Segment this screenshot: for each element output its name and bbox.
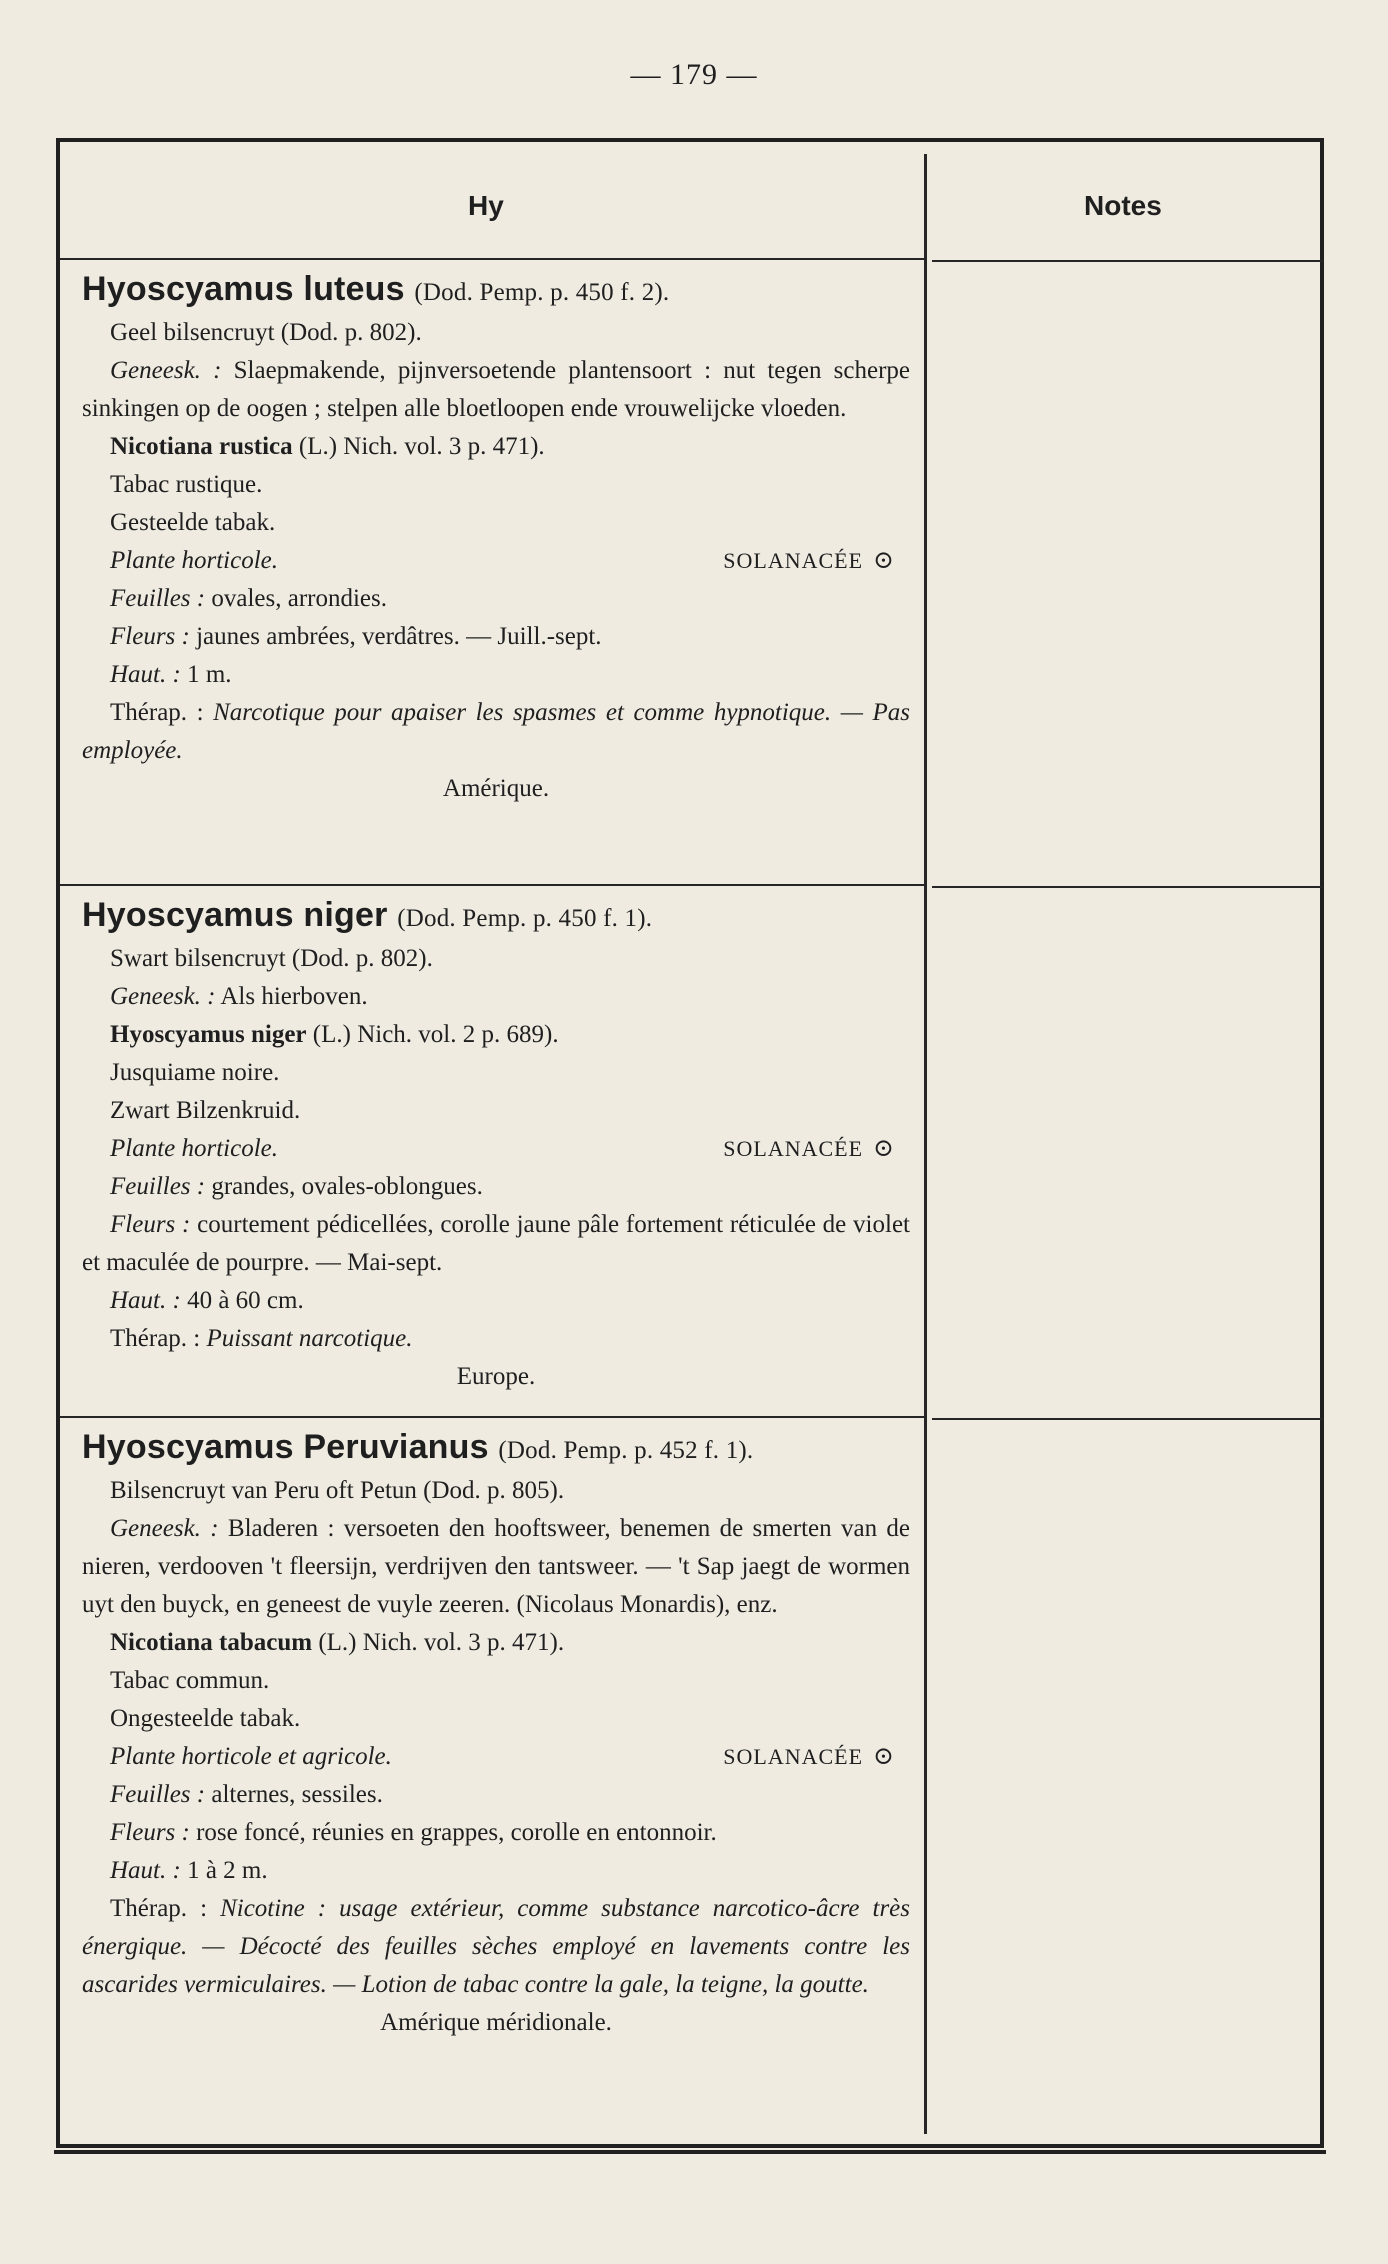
feuilles-label: Feuilles : xyxy=(110,585,206,612)
haut-label: Haut. : xyxy=(110,661,181,688)
entry-plante: Plante horticole. xyxy=(110,547,279,574)
haut-text: 40 à 60 cm. xyxy=(180,1287,304,1314)
column-header-notes: Notes xyxy=(1084,190,1162,221)
fleurs-label: Fleurs : xyxy=(110,1819,190,1846)
entry-plant-family-row xyxy=(82,1130,910,1168)
therap-label: Thérap. : xyxy=(110,699,204,726)
entry-family: SOLANACÉE xyxy=(723,548,864,573)
entry-origin: Europe. xyxy=(456,1363,536,1390)
entry-geneesk xyxy=(82,978,910,1016)
entry-title-reference: (Dod. Pemp. p. 450 f. 2). xyxy=(414,279,670,306)
binomial-name: Nicotiana tabacum xyxy=(110,1629,313,1656)
geneesk-label: Geneesk. : xyxy=(110,983,216,1010)
feuilles-text: grandes, ovales-oblongues. xyxy=(205,1173,483,1200)
haut-label: Haut. : xyxy=(110,1857,181,1884)
entry-plant-family-row xyxy=(82,1738,910,1776)
entry-hyoscyamus-peruvianus xyxy=(82,1426,924,2042)
family-group xyxy=(723,1130,894,1168)
entry-origin: Amérique méridionale. xyxy=(380,2009,612,2036)
entry-vernacular: Swart bilsencruyt (Dod. p. 802). xyxy=(110,945,433,972)
family-group xyxy=(723,542,894,580)
section-divider-right xyxy=(932,1418,1322,1420)
therap-text: Nicotine : usage extérieur, comme substance narcotico-âcre très énergique. — Décocté des feuilles sèches employé en lavements contre les ascarides vermiculaires. — Lotion de tabac contre la gale, la teigne, la goutte. xyxy=(82,1895,911,1998)
therap-label: Thérap. : xyxy=(110,1325,201,1352)
entry-name-nl: Zwart Bilzenkruid. xyxy=(110,1097,301,1124)
entry-plante: Plante horticole et agricole. xyxy=(110,1743,392,1770)
fleurs-text: courtement pédicellées, corolle jaune pâle fortement réticulée de violet et maculée de pourpre. — Mai-sept. xyxy=(82,1211,910,1276)
entry-family: SOLANACÉE xyxy=(723,1744,864,1769)
entry-feuilles xyxy=(82,1168,910,1206)
entry-plante: Plante horticole. xyxy=(110,1135,279,1162)
entry-name-fr: Tabac commun. xyxy=(110,1667,270,1694)
entry-feuilles xyxy=(82,1776,910,1814)
family-group xyxy=(723,1738,894,1776)
geneesk-label: Geneesk. : xyxy=(110,357,222,384)
entry-title-name: Hyoscyamus Peruvianus xyxy=(82,1428,489,1466)
entry-feuilles xyxy=(82,580,910,618)
haut-text: 1 m. xyxy=(180,661,232,688)
page-number: — 179 — xyxy=(630,58,758,91)
therap-label: Thérap. : xyxy=(110,1895,208,1922)
therap-text: Narcotique pour apaiser les spasmes et comme hypnotique. — Pas employée. xyxy=(82,699,911,764)
entry-name-nl: Ongesteelde tabak. xyxy=(110,1705,301,1732)
entry-title-reference: (Dod. Pemp. p. 450 f. 1). xyxy=(397,905,653,932)
entry-hyoscyamus-niger xyxy=(82,894,924,1396)
haut-text: 1 à 2 m. xyxy=(180,1857,268,1884)
annual-symbol-icon: ⊙ xyxy=(873,1135,894,1162)
section-divider-left xyxy=(60,1416,924,1418)
column-header-hy: Hy xyxy=(468,190,504,221)
geneesk-text: Bladeren : versoeten den hooftsweer, benemen de smerten van de nieren, verdooven 't fleersijn, verdrijven den tantsweer. — 't Sap jaegt de wormen uyt den buyck, en geneest de vuyle zeeren. (Nicolaus Monardis), enz. xyxy=(82,1515,911,1618)
annual-symbol-icon: ⊙ xyxy=(873,547,894,574)
feuilles-label: Feuilles : xyxy=(110,1173,206,1200)
entry-fleurs xyxy=(82,618,910,656)
feuilles-label: Feuilles : xyxy=(110,1781,206,1808)
entry-geneesk xyxy=(82,1510,910,1624)
fleurs-text: jaunes ambrées, verdâtres. — Juill.-sept. xyxy=(189,623,602,650)
entry-fleurs xyxy=(82,1814,910,1852)
section-divider-right xyxy=(932,886,1322,888)
entry-therap xyxy=(82,1890,910,2004)
fleurs-label: Fleurs : xyxy=(110,1211,191,1238)
column-divider xyxy=(924,154,927,2134)
entry-binomial xyxy=(82,1016,910,1054)
entry-binomial xyxy=(82,1624,910,1662)
entry-title-name: Hyoscyamus luteus xyxy=(82,270,405,308)
entry-origin: Amérique. xyxy=(442,775,550,802)
entry-therap xyxy=(82,1320,910,1358)
geneesk-text: Als hierboven. xyxy=(215,983,368,1010)
binomial-reference: (L.) Nich. vol. 2 p. 689). xyxy=(306,1021,559,1048)
haut-label: Haut. : xyxy=(110,1287,181,1314)
entry-therap xyxy=(82,694,910,770)
entry-vernacular: Geel bilsencruyt (Dod. p. 802). xyxy=(110,319,422,346)
fleurs-text: rose foncé, réunies en grappes, corolle en entonnoir. xyxy=(189,1819,717,1846)
geneesk-label: Geneesk. : xyxy=(110,1515,219,1542)
geneesk-text: Slaepmakende, pijnversoetende plantensoort : nut tegen scherpe sinkingen op de oogen ; stelpen alle bloetloopen ende vrouwelijcke vloeden. xyxy=(82,357,910,422)
header-divider-right xyxy=(932,260,1322,262)
binomial-reference: (L.) Nich. vol. 3 p. 471). xyxy=(292,433,545,460)
annual-symbol-icon: ⊙ xyxy=(873,1743,894,1770)
entry-haut xyxy=(82,1282,910,1320)
therap-text: Puissant narcotique. xyxy=(200,1325,413,1352)
feuilles-text: ovales, arrondies. xyxy=(205,585,387,612)
entry-geneesk xyxy=(82,352,910,428)
herbal-table xyxy=(56,138,1324,2148)
binomial-name: Hyoscyamus niger xyxy=(110,1021,307,1048)
entry-title xyxy=(82,1426,910,1472)
entry-name-fr: Jusquiame noire. xyxy=(110,1059,280,1086)
header-divider-left xyxy=(60,258,924,260)
entry-title xyxy=(82,268,910,314)
entry-title xyxy=(82,894,910,940)
feuilles-text: alternes, sessiles. xyxy=(205,1781,383,1808)
binomial-reference: (L.) Nich. vol. 3 p. 471). xyxy=(312,1629,565,1656)
entry-fleurs xyxy=(82,1206,910,1282)
entry-name-fr: Tabac rustique. xyxy=(110,471,263,498)
fleurs-label: Fleurs : xyxy=(110,623,190,650)
entry-title-name: Hyoscyamus niger xyxy=(82,896,388,934)
binomial-name: Nicotiana rustica xyxy=(110,433,293,460)
entry-binomial xyxy=(82,428,910,466)
entry-name-nl: Gesteelde tabak. xyxy=(110,509,276,536)
entry-title-reference: (Dod. Pemp. p. 452 f. 1). xyxy=(498,1437,754,1464)
section-divider-left xyxy=(60,884,924,886)
entry-hyoscyamus-luteus xyxy=(82,268,924,808)
entry-vernacular: Bilsencruyt van Peru oft Petun (Dod. p. 805). xyxy=(110,1477,565,1504)
entry-haut xyxy=(82,656,910,694)
entry-haut xyxy=(82,1852,910,1890)
entry-family: SOLANACÉE xyxy=(723,1136,864,1161)
entry-plant-family-row xyxy=(82,542,910,580)
